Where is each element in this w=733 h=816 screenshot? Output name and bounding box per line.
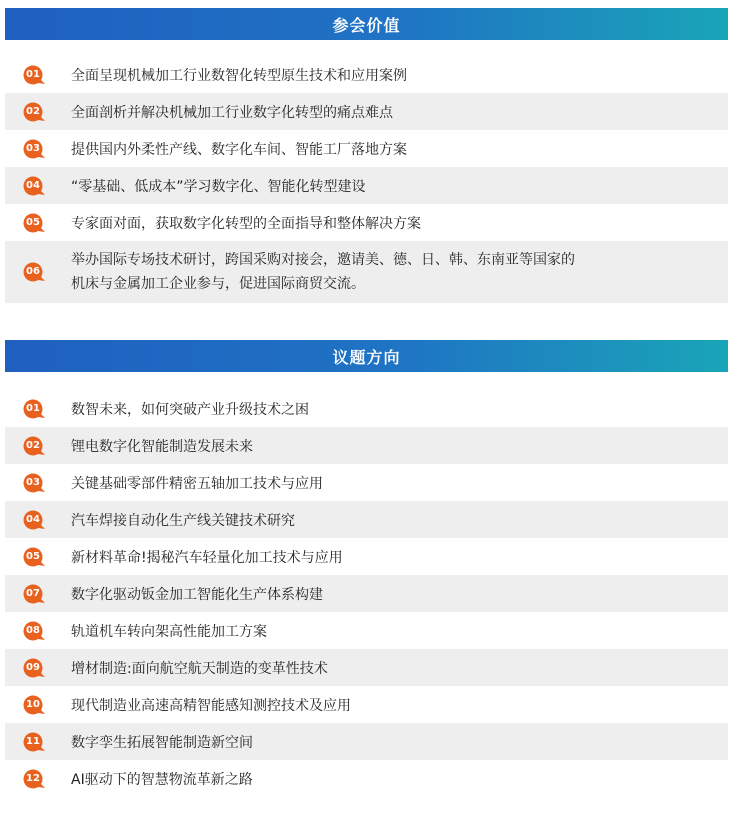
number-badge-icon: 04 [23,510,45,530]
number-badge-icon: 12 [23,769,45,789]
number-badge-icon: 10 [23,695,45,715]
number-badge-icon: 04 [23,176,45,196]
item-text: 数字孪生拓展智能制造新空间 [71,734,253,751]
section-title: 议题方向 [332,347,401,367]
list-item [5,167,728,204]
list-item [5,241,728,303]
section-header-value [5,8,728,40]
list-item [5,612,728,649]
number-badge-icon: 07 [23,584,45,604]
item-text-line-2: 机床与金属加工企业参与，促进国际商贸交流。 [71,276,365,292]
list-item [5,538,728,575]
item-text [71,248,575,296]
list-item [5,56,728,93]
list-item [5,760,728,797]
item-text: 轨道机车转向架高性能加工方案 [71,623,267,640]
item-text: 专家面对面，获取数字化转型的全面指导和整体解决方案 [71,215,421,232]
number-badge-icon: 05 [23,213,45,233]
item-text: 增材制造:面向航空航天制造的变革性技术 [71,660,328,677]
list-item [5,427,728,464]
number-badge-icon: 02 [23,436,45,456]
item-text: 锂电数字化智能制造发展未来 [71,438,253,455]
list-item [5,93,728,130]
number-badge-icon: 03 [23,473,45,493]
item-text-line-1: 举办国际专场技术研讨，跨国采购对接会，邀请美、德、日、韩、东南亚等国家的 [71,252,575,268]
value-list [5,56,728,303]
number-badge-icon: 08 [23,621,45,641]
number-badge-icon: 06 [23,262,45,282]
list-item [5,575,728,612]
list-item [5,723,728,760]
number-badge-icon: 05 [23,547,45,567]
list-item [5,464,728,501]
item-text: 现代制造业高速高精智能感知测控技术及应用 [71,697,351,714]
item-text: 新材料革命!揭秘汽车轻量化加工技术与应用 [71,549,343,566]
number-badge-icon: 01 [23,65,45,85]
number-badge-icon: 02 [23,102,45,122]
list-item [5,390,728,427]
item-text: AI驱动下的智慧物流革新之路 [71,771,253,788]
item-text: 数字化驱动钣金加工智能化生产体系构建 [71,586,323,603]
list-item [5,686,728,723]
number-badge-icon: 11 [23,732,45,752]
item-text: “零基础、低成本”学习数字化、智能化转型建设 [71,178,366,195]
topics-list [5,390,728,797]
item-text: 汽车焊接自动化生产线关键技术研究 [71,512,295,529]
number-badge-icon: 09 [23,658,45,678]
list-item [5,130,728,167]
item-text: 提供国内外柔性产线、数字化车间、智能工厂落地方案 [71,141,407,158]
number-badge-icon: 03 [23,139,45,159]
section-title: 参会价值 [332,15,401,35]
item-text: 全面呈现机械加工行业数智化转型原生技术和应用案例 [71,67,407,84]
list-item [5,204,728,241]
list-item [5,649,728,686]
item-text: 关键基础零部件精密五轴加工技术与应用 [71,475,323,492]
section-header-topics [5,340,728,372]
item-text: 数智未来，如何突破产业升级技术之困 [71,401,309,418]
list-item [5,501,728,538]
item-text: 全面剖析并解决机械加工行业数字化转型的痛点难点 [71,104,393,121]
number-badge-icon: 01 [23,399,45,419]
